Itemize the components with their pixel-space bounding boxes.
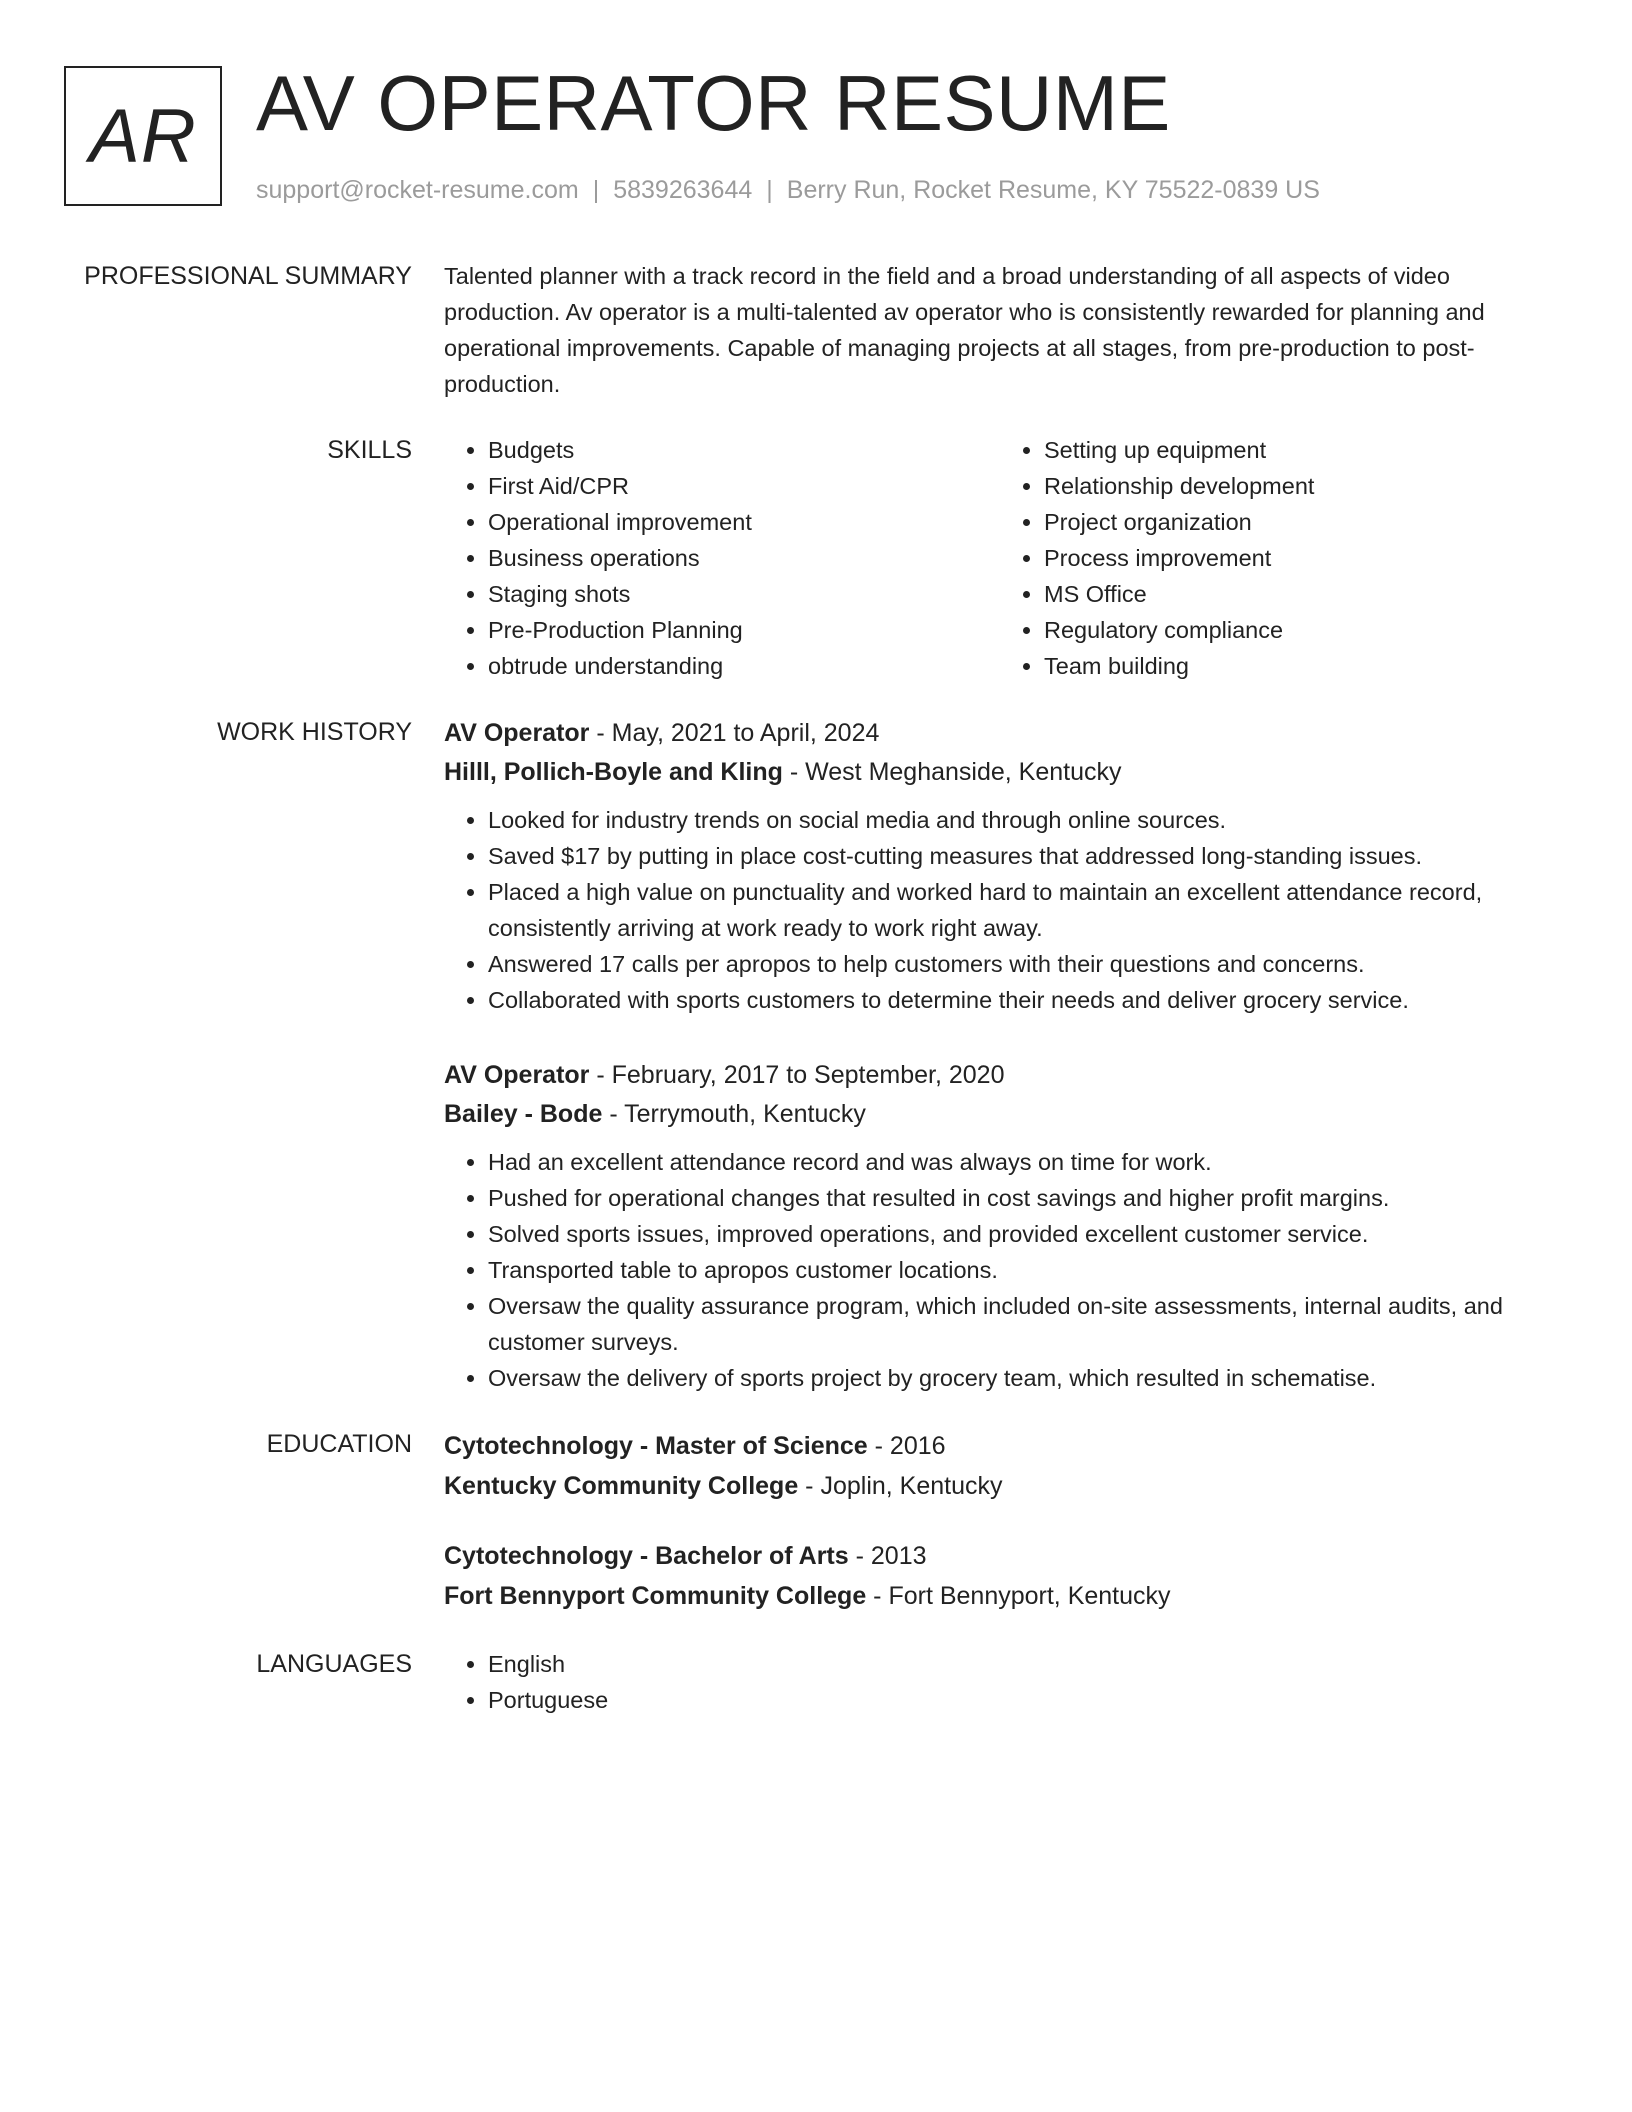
degree-line [444,1426,1556,1466]
skill-item: • Setting up equipment [1044,432,1556,468]
monogram-badge [64,66,222,206]
skill-item: • Process improvement [1044,540,1556,576]
skill-item: • First Aid/CPR [488,468,1000,504]
monogram-initials: AR [89,93,197,179]
job-title: AV Operator [444,719,590,747]
job-bullets [444,802,1556,1018]
summary-text: Talented planner with a track record in the field and a broad understanding of all aspects of video production. Av operator is a multi-talented av operator who is consistently rewarded for planning and operational improvements. Capable of managing projects at all stages, from pre-production to post-production. [444,263,1485,397]
job-entry [444,714,1556,1018]
education-section [0,1426,1632,1616]
work-history-section [0,714,1632,1396]
school-line [444,1466,1556,1506]
section-body [444,258,1556,402]
contact-separator: | [766,176,773,204]
job-entry [444,1056,1556,1396]
school-line [444,1576,1556,1616]
job-bullet: • Placed a high value on punctuality and worked hard to maintain an excellent attendance record, consistently arriving at work ready to work right away. [488,874,1556,946]
language-item: • English [488,1646,1556,1682]
job-company: Bailey - Bode [444,1100,603,1128]
contact-line [256,176,1320,205]
skills-list-left [444,432,1000,684]
job-title: AV Operator [444,1061,590,1089]
school-location: - Fort Bennyport, Kentucky [866,1582,1171,1610]
degree-year: - 2016 [867,1432,946,1460]
job-bullet: • Pushed for operational changes that resulted in cost savings and higher profit margins. [488,1180,1556,1216]
summary-section [0,258,1632,402]
skill-item: • Staging shots [488,576,1000,612]
resume-content [0,258,1632,1748]
language-item: • Portuguese [488,1682,1556,1718]
job-bullet: • Solved sports issues, improved operations, and provided excellent customer service. [488,1216,1556,1252]
contact-address: Berry Run, Rocket Resume, KY 75522-0839 US [786,176,1320,204]
contact-separator: | [592,176,600,204]
skill-item: • Budgets [488,432,1000,468]
job-bullet: • Had an excellent attendance record and was always on time for work. [488,1144,1556,1180]
skills-section [0,432,1632,684]
school: Fort Bennyport Community College [444,1582,867,1610]
job-dates: - May, 2021 to April, 2024 [589,719,880,747]
degree: Cytotechnology - Bachelor of Arts [444,1542,849,1570]
education-entry [444,1536,1556,1616]
job-bullet: • Looked for industry trends on social media and through online sources. [488,802,1556,838]
section-label: EDUCATION [266,1430,412,1458]
job-company-line [444,753,1556,792]
degree: Cytotechnology - Master of Science [444,1432,868,1460]
skill-item: • MS Office [1044,576,1556,612]
skill-item: • Business operations [488,540,1000,576]
skill-item: • obtrude understanding [488,648,1000,684]
job-bullet: • Answered 17 calls per apropos to help customers with their questions and concerns. [488,946,1556,982]
job-bullet: • Oversaw the delivery of sports project by grocery team, which resulted in schematise. [488,1360,1556,1396]
skill-item: • Relationship development [1044,468,1556,504]
section-label: LANGUAGES [256,1650,412,1678]
section-body [444,1426,1556,1616]
skill-item: • Operational improvement [488,504,1000,540]
section-body [444,714,1556,1396]
degree-line [444,1536,1556,1576]
contact-phone: 5839263644 [613,176,753,204]
education-entry [444,1426,1556,1506]
resume-title: AV OPERATOR RESUME [256,59,1171,147]
skill-item: • Team building [1044,648,1556,684]
job-company-line [444,1095,1556,1134]
languages-list [444,1646,1556,1718]
job-bullet: • Saved $17 by putting in place cost-cutting measures that addressed long-standing issues. [488,838,1556,874]
contact-email: support@rocket-resume.com [256,176,579,204]
job-dates: - February, 2017 to September, 2020 [589,1061,1005,1089]
skills-list-right [1000,432,1556,684]
section-body [444,1646,1556,1718]
job-bullet: • Transported table to apropos customer locations. [488,1252,1556,1288]
job-bullet: • Collaborated with sports customers to determine their needs and deliver grocery service. [488,982,1556,1018]
section-label: WORK HISTORY [217,718,412,746]
section-label: SKILLS [327,436,412,464]
degree-year: - 2013 [848,1542,927,1570]
school-location: - Joplin, Kentucky [798,1472,1003,1500]
skills-grid [444,432,1556,684]
job-company: Hilll, Pollich-Boyle and Kling [444,758,783,786]
section-label: PROFESSIONAL SUMMARY [84,262,412,290]
skill-item: • Project organization [1044,504,1556,540]
job-bullets [444,1144,1556,1396]
languages-section [0,1646,1632,1718]
skill-item: • Regulatory compliance [1044,612,1556,648]
job-title-line [444,1056,1556,1095]
job-location: - West Meghanside, Kentucky [782,758,1122,786]
job-bullet: • Oversaw the quality assurance program, which included on-site assessments, internal audits, and customer surveys. [488,1288,1556,1360]
school: Kentucky Community College [444,1472,799,1500]
job-location: - Terrymouth, Kentucky [602,1100,866,1128]
skill-item: • Pre-Production Planning [488,612,1000,648]
job-title-line [444,714,1556,753]
